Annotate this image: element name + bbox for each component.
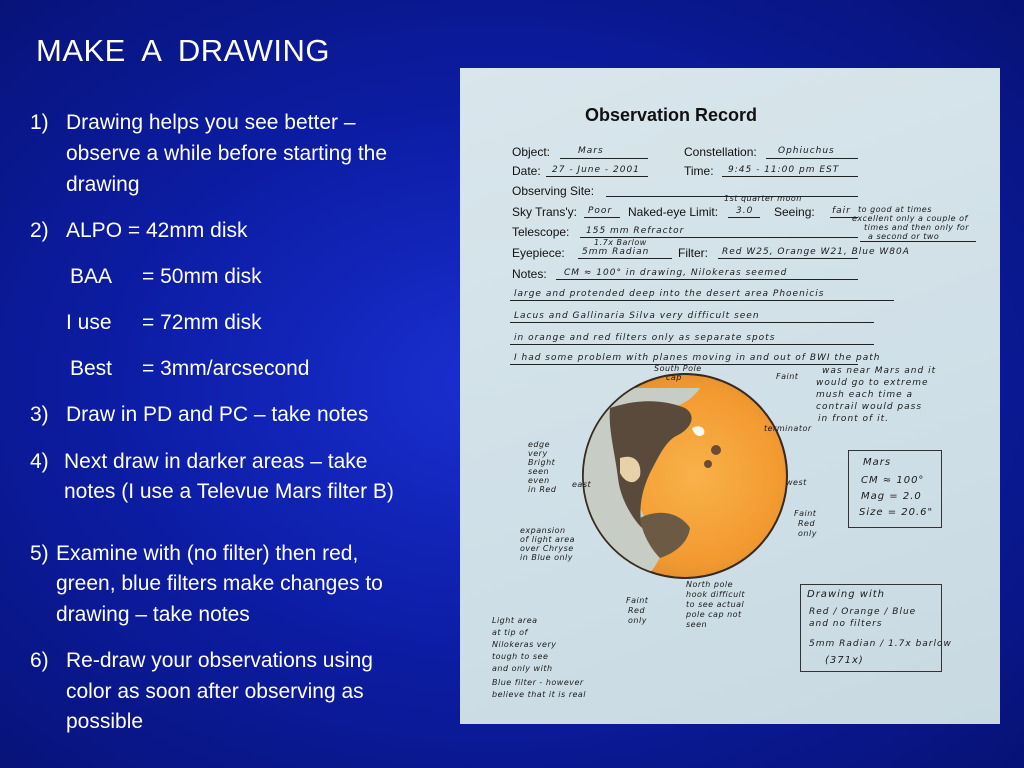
list-item-text: Re-draw your observations using	[66, 649, 373, 672]
annotation-north-pole: North pole	[686, 580, 734, 589]
side-note-line: would go to extreme	[816, 378, 929, 388]
seeing-note: to good at times	[858, 205, 932, 214]
notes-line: CM ≈ 100° in drawing, Nilokeras seemed	[564, 268, 788, 278]
annotation-faint-bottom: Red	[628, 606, 646, 615]
annotation-north-pole: to see actual	[686, 600, 745, 609]
mars-box-line: CM ≈ 100°	[861, 475, 925, 486]
annotation-east: east	[572, 480, 592, 489]
annotation-north-pole: pole cap not	[686, 610, 742, 619]
telescope-value: 155 mm Refractor	[586, 226, 685, 236]
annotation-south-cap: cap	[666, 373, 682, 382]
list-number: 3)	[30, 403, 49, 426]
seeing-label: Seeing:	[774, 205, 815, 219]
sky-trans-value: Poor	[588, 206, 613, 216]
annotation-north-pole: seen	[686, 620, 708, 629]
side-note-line: mush each time a	[816, 390, 913, 400]
annotation-terminator: terminator	[764, 424, 812, 433]
object-value: Mars	[578, 146, 604, 156]
annotation-expansion: in Blue only	[520, 553, 574, 562]
side-note-line: in front of it.	[818, 414, 889, 424]
slide-title: MAKE A DRAWING	[36, 33, 331, 68]
drawing-info-box	[800, 584, 952, 672]
disk-label: I use	[66, 311, 112, 334]
time-value: 9:45 - 11:00 pm EST	[728, 165, 840, 175]
seeing-note: excellent only a couple of	[852, 214, 968, 223]
list-item-text: drawing	[66, 173, 140, 196]
date-value: 27 - June - 2001	[552, 165, 640, 175]
mars-box-line: Mag = 2.0	[861, 491, 922, 502]
annotation-edge: very	[528, 449, 548, 458]
notes-label: Notes:	[512, 267, 547, 281]
observation-record-sheet	[460, 68, 1000, 724]
list-number: 2)	[30, 219, 49, 242]
notes-line: Lacus and Gallinaria Silva very difficult seen	[514, 311, 760, 321]
list-item-text: drawing – take notes	[56, 603, 250, 626]
list-item-text: Next draw in darker areas – take	[64, 450, 368, 473]
annotation-edge: in Red	[528, 485, 557, 494]
list-number: 5)	[30, 542, 49, 565]
list-item-text: Drawing helps you see better –	[66, 111, 356, 134]
constellation-label: Constellation:	[684, 145, 757, 159]
annotation-edge: even	[528, 476, 550, 485]
observing-site-label: Observing Site:	[512, 184, 595, 198]
annotation-faint-red: Faint	[794, 509, 817, 518]
annotation-light-area: and only with	[492, 664, 553, 673]
mars-drawing	[580, 368, 810, 588]
sky-trans-label: Sky Trans'y:	[512, 205, 577, 219]
date-label: Date:	[512, 164, 541, 178]
side-note-line: contrail would pass	[816, 402, 923, 412]
drawing-box-line: and no filters	[809, 619, 883, 629]
list-item-text: notes (I use a Televue Mars filter B)	[64, 480, 394, 503]
annotation-expansion: over Chryse	[520, 544, 574, 553]
annotation-light-area: Light area	[492, 616, 538, 625]
side-note-line: was near Mars and it	[822, 366, 937, 376]
notes-line: in orange and red filters only as separate spots	[514, 333, 776, 343]
annotation-faint-bottom: only	[628, 616, 647, 625]
annotation-faint-red: Red	[798, 519, 816, 528]
record-title: Observation Record	[585, 105, 758, 125]
annotation-light-area: at tip of	[492, 628, 528, 637]
list-item-text: observe a while before starting the	[66, 142, 388, 165]
mars-info-box	[848, 450, 942, 528]
naked-eye-label: Naked-eye Limit:	[628, 205, 719, 219]
object-label: Object:	[512, 145, 551, 159]
list-number: 6)	[30, 649, 49, 672]
list-item-text: Draw in PD and PC – take notes	[66, 403, 369, 426]
drawing-box-line: (371x)	[825, 655, 864, 666]
annotation-expansion: expansion	[520, 526, 566, 535]
disk-label: Best	[70, 357, 113, 380]
disk-value: = 50mm disk	[142, 265, 262, 288]
mars-box-line: Size = 20.6"	[859, 507, 934, 518]
constellation-value: Ophiuchus	[778, 146, 835, 156]
barlow-note: 1.7x Barlow	[594, 238, 647, 247]
list-number: 4)	[30, 450, 49, 473]
annotation-west: west	[786, 478, 807, 487]
notes-line: I had some problem with planes moving in and out of BWI the path	[514, 353, 881, 363]
seeing-note: a second or two	[868, 232, 940, 241]
mars-box-line: Mars	[863, 457, 892, 468]
list-number: 1)	[30, 111, 49, 134]
naked-eye-value: 3.0	[736, 206, 754, 216]
telescope-label: Telescope:	[512, 225, 570, 239]
list-item-text: Examine with (no filter) then red,	[56, 542, 359, 565]
annotation-light-area: believe that it is real	[492, 690, 587, 699]
moon-note: 1st quarter moon	[724, 194, 802, 203]
drawing-box-line: Red / Orange / Blue	[809, 607, 917, 617]
annotation-edge: seen	[528, 467, 550, 476]
drawing-box-line: Drawing with	[807, 589, 885, 600]
annotation-edge: Bright	[528, 458, 556, 467]
drawing-box-line: 5mm Radian / 1.7x barlow	[809, 639, 952, 649]
eyepiece-value: 5mm Radian	[582, 247, 650, 257]
annotation-faint-bottom: Faint	[626, 596, 649, 605]
list-item-text: color as soon after observing as	[66, 680, 364, 703]
filter-value: Red W25, Orange W21, Blue W80A	[722, 247, 910, 257]
eyepiece-label: Eyepiece:	[512, 246, 565, 260]
annotation-south-cap: South Pole	[654, 364, 702, 373]
disk-label: BAA	[70, 265, 113, 288]
seeing-note: times and then only for	[864, 223, 970, 232]
disk-value: = 72mm disk	[142, 311, 262, 334]
disk-value: = 3mm/arcsecond	[142, 357, 310, 380]
annotation-edge: edge	[528, 440, 550, 449]
annotation-expansion: of light area	[520, 535, 576, 544]
annotation-north-pole: hook difficult	[686, 590, 746, 599]
filter-label: Filter:	[678, 246, 708, 260]
annotation-light-area: tough to see	[492, 652, 549, 661]
annotation-light-area: Nilokeras very	[492, 640, 557, 649]
seeing-value: fair	[832, 206, 851, 216]
time-label: Time:	[684, 164, 714, 178]
notes-line: large and protended deep into the desert area Phoenicis	[514, 289, 825, 299]
annotation-faint-red: only	[798, 529, 817, 538]
annotation-faint: Faint	[776, 372, 799, 381]
list-item-text: ALPO = 42mm disk	[66, 219, 248, 242]
list-item-text: green, blue filters make changes to	[56, 572, 383, 595]
annotation-light-area: Blue filter - however	[492, 678, 584, 687]
list-item-text: possible	[66, 710, 144, 733]
